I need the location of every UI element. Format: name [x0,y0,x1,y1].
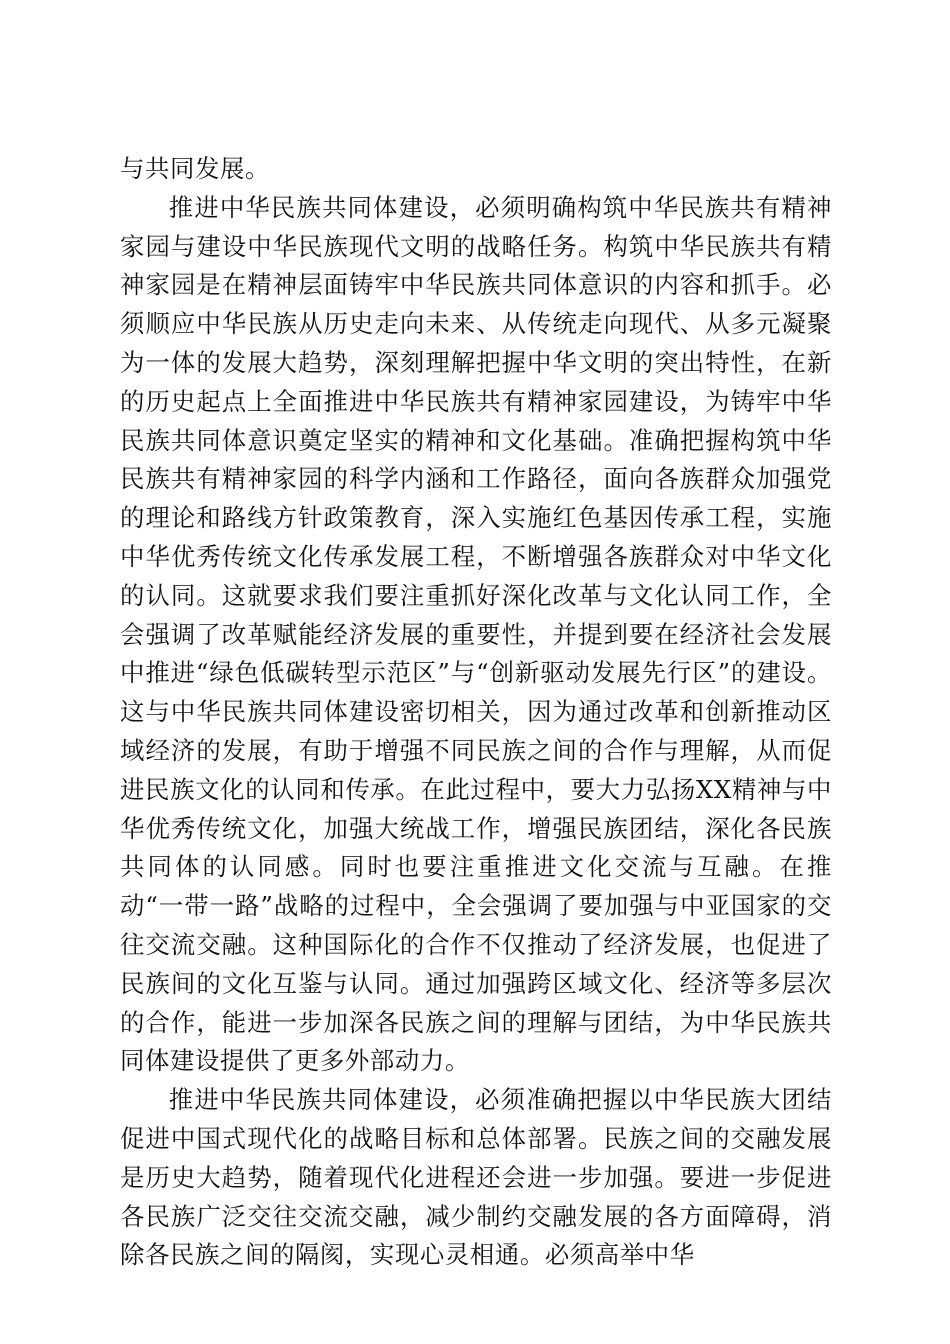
paragraph-continuation: 与共同发展。 [120,154,270,183]
paragraph-national-unity: 推进中华民族共同体建设，必须准确把握以中华民族大团结促进中国式现代化的战略目标和总体部署。民族之间的交融发展是历史大趋势，随着现代化进程还会进一步加强。要进一步促进各民族广泛交往交流交融，减少制约交融发展的各方面障碍，消除各民族之间的隔阂，实现心灵相通。必须高举中华 [120,1085,832,1270]
body-text [120,150,832,1275]
paragraph-spiritual-homeland: 推进中华民族共同体建设，必须明确构筑中华民族共有精神家园与建设中华民族现代文明的战略任务。构筑中华民族共有精神家园是在精神层面铸牢中华民族共同体意识的内容和抓手。必须顺应中华民族从历史走向未来、从传统走向现代、从多元凝聚为一体的发展大趋势，深刻理解把握中华文明的突出特性，在新的历史起点上全面推进中华民族共有精神家园建设，为铸牢中华民族共同体意识奠定坚实的精神和文化基础。准确把握构筑中华民族共有精神家园的科学内涵和工作路径，面向各族群众加强党的理论和路线方针政策教育，深入实施红色基因传承工程，实施中华优秀传统文化传承发展工程，不断增强各族群众对中华文化的认同。这就要求我们要注重抓好深化改革与文化认同工作，全会强调了改革赋能经济发展的重要性，并提到要在经济社会发展中推进“绿色低碳转型示范区”与“创新驱动发展先行区”的建设。这与中华民族共同体建设密切相关，因为通过改革和创新推动区域经济的发展，有助于增强不同民族之间的合作与理解，从而促进民族文化的认同和传承。在此过程中，要大力弘扬XX精神与中华优秀传统文化，加强大统战工作，增强民族团结，深化各民族共同体的认同感。同时也要注重推进文化交流与互融。在推动“一带一路”战略的过程中，全会强调了要加强与中亚国家的交往交流交融。这种国际化的合作不仅推动了经济发展，也促进了民族间的文化互鉴与认同。通过加强跨区域文化、经济等多层次的合作，能进一步加深各民族之间的理解与团结，为中华民族共同体建设提供了更多外部动力。 [120,192,832,1076]
